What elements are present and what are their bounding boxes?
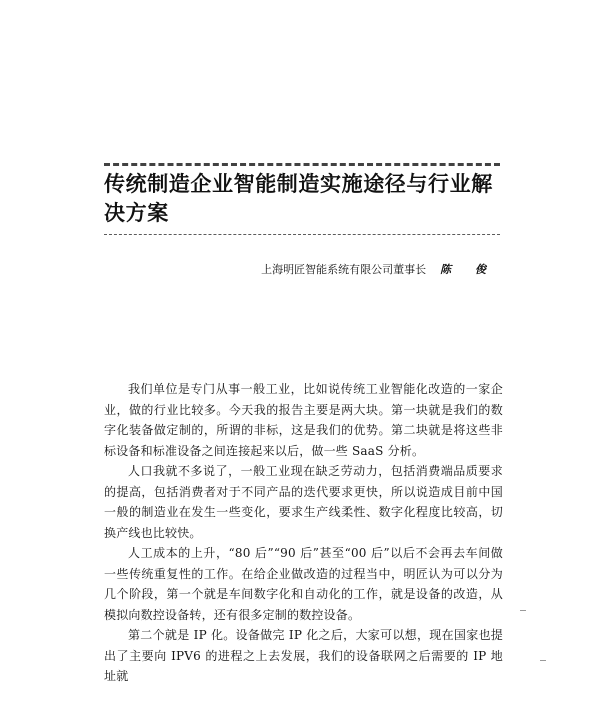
title-bottom-rule [104,234,500,235]
paragraph: 第二个就是 IP 化。设备做完 IP 化之后，大家可以想，现在国家也提出了主要向 IPV6 的进程之上去发展，我们的设备联网之后需要的 IP 地址就 [104,628,503,683]
paragraph: 我们单位是专门从事一般工业，比如说传统工业智能化改造的一家企业，做的行业比较多。今天我的报告主要是两大块。第一块就是我们的数字化装备做定制的，所谓的非标，这是我们的优势。第二块就是将这些非标设备和标准设备之间连接起来以后，做一些 SaaS 分析。 [104,382,503,458]
author-name: 陈 俊 [440,263,496,276]
paragraph: 人口我就不多说了，一般工业现在缺乏劳动力，包括消费端品质要求的提高，包括消费者对于不同产品的迭代要求更快，所以说造成目前中国一般的制造业在发生一些变化，要求生产线柔性、数字化程度比较高，切换产线也比较快。 [104,464,503,540]
article-body [104,379,503,687]
scan-edge-mark [520,610,526,611]
scan-edge-mark [540,660,546,661]
title-top-rule [104,163,500,166]
paragraph: 人工成本的上升，“80 后”“90 后”甚至“00 后”以后不会再去车间做一些传统重复性的工作。在给企业做改造的过程当中，明匠认为可以分为几个阶段，第一个就是车间数字化和自动化的工作，就是设备的改造，从模拟向数控设备转，还有很多定制的数控设备。 [104,546,503,622]
article-title: 传统制造企业智能制造实施途径与行业解决方案 [104,172,493,225]
byline [104,262,496,278]
author-affiliation: 上海明匠智能系统有限公司董事长 [261,263,427,276]
